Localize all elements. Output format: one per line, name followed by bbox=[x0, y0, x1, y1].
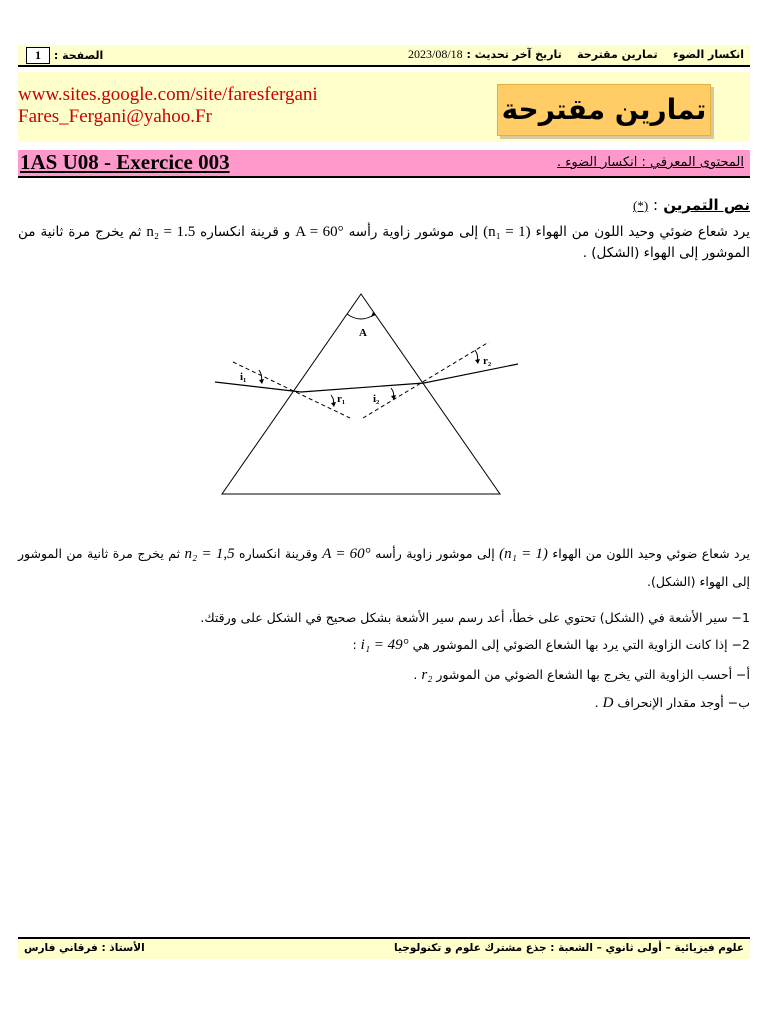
statement-part-b: إلى موشور زاوية رأسه bbox=[348, 224, 479, 240]
label-i1: i₁ bbox=[240, 371, 247, 383]
header-series: تمارين مقترحة bbox=[577, 48, 658, 61]
label-apex: A bbox=[359, 327, 367, 339]
footer-bar bbox=[18, 937, 750, 959]
question-1: 1− سير الأشعة في (الشكل) تحتوي على خطأ، أعد رسم سير الأشعة بشكل صحيح في الشكل على ورقتك. bbox=[200, 610, 750, 625]
content-label: المحتوى المعرفي : bbox=[641, 155, 744, 170]
page-indicator bbox=[22, 47, 103, 64]
exercise-code: 1AS U08 - Exercice 003 bbox=[20, 150, 230, 174]
site-link[interactable]: www.sites.google.com/site/faresfergani bbox=[18, 84, 318, 105]
statement-heading: نص التمرين : (*) bbox=[633, 196, 750, 214]
statement-part-d: ثم يخرج مرة ثانية من الموشور إلى الهواء (الشكل) . bbox=[18, 224, 750, 261]
page-number: 1 bbox=[26, 47, 50, 64]
restated-part-a: يرد شعاع ضوئي وحيد اللون من الهواء bbox=[552, 546, 750, 561]
question-2: 2− إذا كانت الزاوية التي يرد بها الشعاع الضوئي إلى الموشور هي i₁ = 49° : bbox=[352, 637, 750, 653]
statement-title: نص التمرين bbox=[663, 196, 750, 214]
restated-part-d: ثم يخرج مرة ثانية من الموشور إلى الهواء (الشكل). bbox=[18, 546, 750, 589]
question-a: أ− أحسب الزاوية التي يخرج بها الشعاع الضوئي من الموشور r₂ . bbox=[413, 667, 750, 683]
footer-course: علوم فيزيائية – أولى ثانوي – الشعبة : جذع مشترك علوم و تكنولوجيا bbox=[394, 942, 744, 954]
email-link[interactable]: Fares_Fergani@yahoo.Fr bbox=[18, 106, 212, 127]
header-updated-label: تاريخ آخر تحديث : bbox=[466, 48, 562, 61]
restated-part-b: إلى موشور زاوية رأسه bbox=[375, 546, 495, 561]
question-a-symbol: r₂ bbox=[421, 667, 433, 683]
question-b-symbol: D bbox=[602, 695, 614, 711]
footer-teacher: الأستاذ : فرقاني فارس bbox=[24, 942, 145, 954]
page-label: الصفحة : bbox=[53, 49, 104, 62]
header-topic: انكسار الضوء bbox=[672, 48, 744, 61]
restated-angle: A = 60° bbox=[322, 546, 371, 562]
header-bar bbox=[18, 45, 750, 67]
restated-text bbox=[18, 540, 750, 596]
prism-diagram bbox=[213, 284, 519, 500]
page-title: تمارين مقترحة bbox=[501, 93, 707, 126]
content-value: انكسار الضوء . bbox=[557, 155, 638, 170]
question-b-text: ب− أوجد مقدار الإنحراف bbox=[617, 695, 750, 710]
question-2-text: 2− إذا كانت الزاوية التي يرد بها الشعاع الضوئي إلى الموشور هي bbox=[412, 637, 750, 652]
title-badge bbox=[497, 84, 711, 136]
difficulty-mark: (*) bbox=[633, 198, 649, 213]
question-b: ب− أوجد مقدار الإنحراف D . bbox=[594, 695, 750, 711]
label-r1: r₁ bbox=[337, 393, 346, 405]
exercise-content bbox=[557, 155, 744, 170]
restated-part-c: وقرينة انكساره bbox=[239, 546, 318, 561]
header-updated-date: 2023/08/18 bbox=[408, 47, 463, 61]
exercise-bar bbox=[18, 150, 750, 178]
statement-angle: A = 60° bbox=[295, 224, 344, 240]
statement-n2: n₂ = 1.5 bbox=[146, 224, 196, 240]
label-i2: i₂ bbox=[373, 393, 380, 405]
statement-part-a: يرد شعاع ضوئي وحيد اللون من الهواء bbox=[535, 224, 751, 240]
label-r2: r₂ bbox=[483, 355, 492, 367]
statement-text bbox=[18, 222, 750, 264]
statement-n1: (n₁ = 1) bbox=[483, 224, 531, 240]
question-a-text: أ− أحسب الزاوية التي يخرج بها الشعاع الضوئي من الموشور bbox=[436, 667, 750, 682]
restated-n1: (n₁ = 1) bbox=[499, 546, 548, 562]
header-info bbox=[408, 47, 744, 62]
statement-part-c: و قرينة انكساره bbox=[200, 224, 291, 240]
restated-n2: n₂ = 1,5 bbox=[184, 546, 235, 562]
question-2-value: i₁ = 49° bbox=[360, 637, 409, 653]
